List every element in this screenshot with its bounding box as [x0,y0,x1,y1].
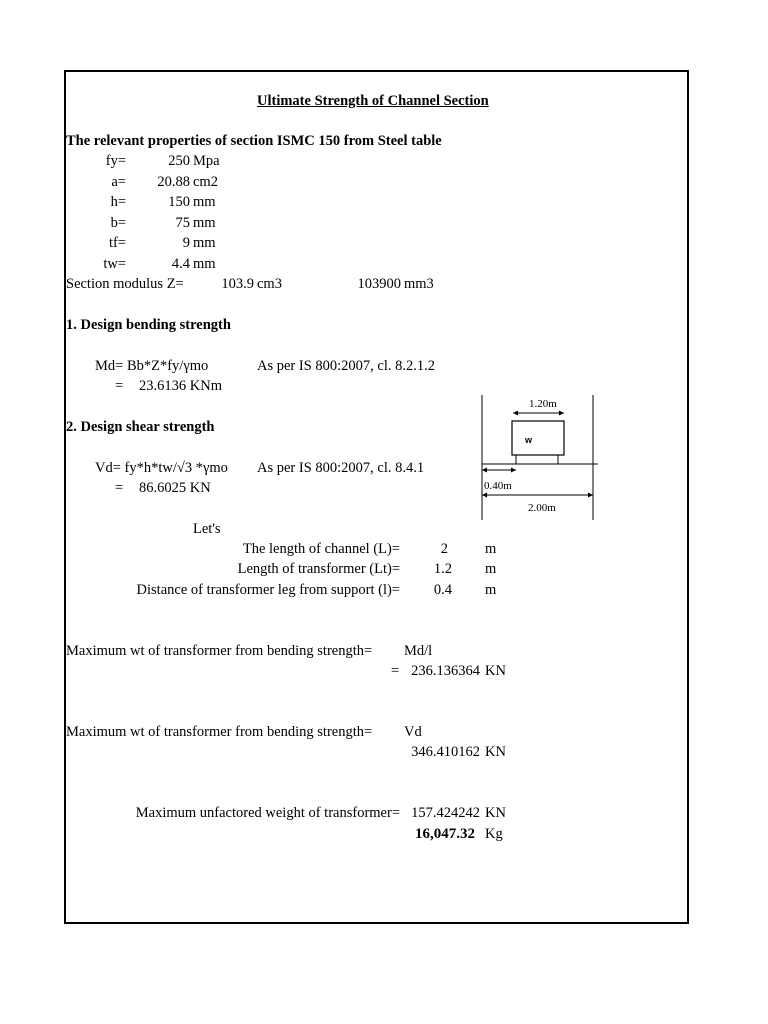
given-unit: m [485,582,497,598]
section-modulus-label: Section modulus Z= [66,276,184,292]
property-value: 75 [175,215,190,231]
property-value: 20.88 [157,174,190,190]
lets-label: Let's [193,521,221,537]
max-bending-value: 236.136364 [411,663,480,679]
shear-formula: Vd= fy*h*tw/√3 *γmo [95,460,228,476]
property-label: fy= [105,153,126,169]
property-unit: mm [193,215,216,231]
max-bending-label: Maximum wt of transformer from bending strength= [66,643,373,659]
max-bending-equals: = [391,663,400,679]
given-value: 1.2 [433,561,452,577]
shear-result: 86.6025 KN [139,480,211,496]
given-unit: m [485,541,497,557]
bending-heading: 1. Design bending strength [66,317,231,333]
section-modulus-value-mm: 103900 [357,276,401,292]
property-value: 250 [168,153,190,169]
property-unit: mm [193,235,216,251]
left-dimension-label: 0.40m [484,480,512,492]
given-label: Length of transformer (Lt)= [237,561,400,577]
given-value: 2 [440,541,448,557]
given-value: 0.4 [433,582,452,598]
bending-result: 23.6136 KNm [139,378,222,394]
max-shear-value: 346.410162 [411,744,480,760]
section-modulus-unit-mm: mm3 [404,276,434,292]
property-label: a= [111,174,126,190]
max-unfactored-kg-unit: Kg [485,826,503,842]
shear-reference: As per IS 800:2007, cl. 8.4.1 [257,460,425,476]
bottom-dimension-label: 2.00m [528,502,556,514]
max-shear-unit: KN [485,744,506,760]
bending-reference: As per IS 800:2007, cl. 8.2.1.2 [257,358,436,374]
given-label: Distance of transformer leg from support (l)= [136,582,400,598]
section-modulus-value: 103.9 [221,276,254,292]
given-unit: m [485,561,497,577]
transformer-box [512,421,564,455]
property-label: b= [110,215,126,231]
page-title: Ultimate Strength of Channel Section [257,93,489,109]
shear-equals: = [115,480,124,496]
property-unit: Mpa [193,153,220,169]
transformer-load-label: w [525,435,533,445]
property-label: tf= [108,235,126,251]
section-modulus-unit: cm3 [257,276,282,292]
shear-heading: 2. Design shear strength [66,419,215,435]
max-bending-expr: Md/l [404,643,433,659]
bending-formula: Md= Bb*Z*fy/γmo [95,358,209,374]
max-shear-expr: Vd [404,724,422,740]
transformer-load-diagram [478,392,600,522]
property-unit: cm2 [193,174,218,190]
property-label: tw= [103,256,126,272]
given-label: The length of channel (L)= [242,541,400,557]
properties-heading: The relevant properties of section ISMC 150 from Steel table [66,133,442,149]
property-value: 150 [168,194,190,210]
top-dimension-label: 1.20m [529,398,557,410]
property-label: h= [110,194,126,210]
max-unfactored-unit: KN [485,805,506,821]
max-unfactored-label: Maximum unfactored weight of transformer= [135,805,400,821]
property-unit: mm [193,194,216,210]
property-unit: mm [193,256,216,272]
max-shear-label: Maximum wt of transformer from bending strength= [66,724,373,740]
max-unfactored-kg-value: 16,047.32 [415,826,475,842]
property-value: 4.4 [171,256,190,272]
max-unfactored-value: 157.424242 [411,805,480,821]
property-value: 9 [182,235,190,251]
max-bending-unit: KN [485,663,506,679]
bending-equals: = [115,378,124,394]
